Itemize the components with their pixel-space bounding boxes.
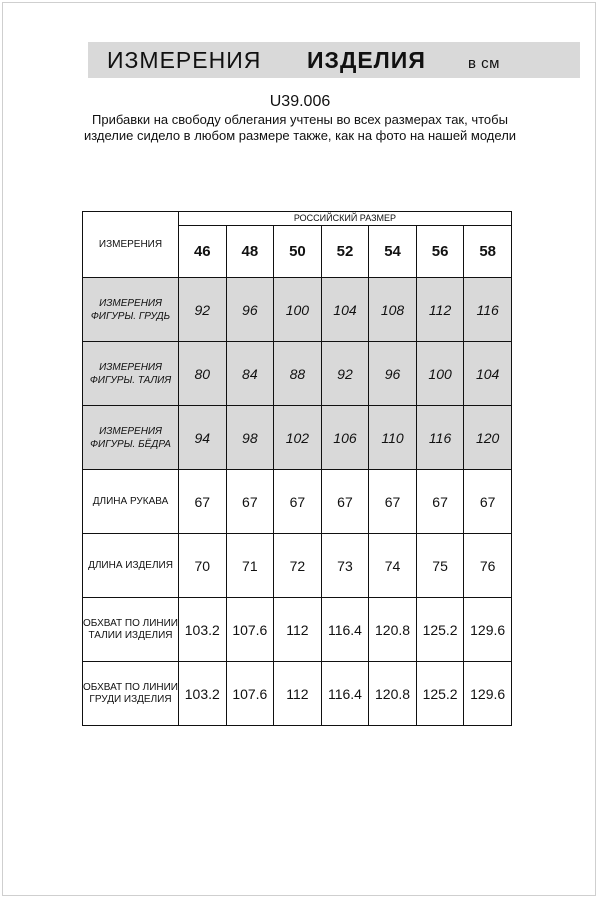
russian-size-header: РОССИЙСКИЙ РАЗМЕР: [179, 212, 512, 226]
value-cell: 96: [369, 342, 417, 406]
table-row: [83, 534, 512, 598]
value-cell: 107.6: [226, 662, 274, 726]
size-header-cell: 52: [321, 226, 369, 278]
value-cell: 103.2: [179, 598, 227, 662]
value-cell: 67: [274, 470, 322, 534]
value-cell: 108: [369, 278, 417, 342]
size-header-cell: 58: [464, 226, 512, 278]
value-cell: 67: [226, 470, 274, 534]
table-row: [83, 278, 512, 342]
value-cell: 107.6: [226, 598, 274, 662]
row-label: ДЛИНА РУКАВА: [83, 470, 179, 534]
value-cell: 106: [321, 406, 369, 470]
value-cell: 116: [416, 406, 464, 470]
title-units: в см: [468, 55, 500, 72]
value-cell: 84: [226, 342, 274, 406]
value-cell: 76: [464, 534, 512, 598]
table-row: [83, 598, 512, 662]
value-cell: 80: [179, 342, 227, 406]
value-cell: 125.2: [416, 598, 464, 662]
table-row: [83, 342, 512, 406]
value-cell: 94: [179, 406, 227, 470]
value-cell: 88: [274, 342, 322, 406]
value-cell: 116.4: [321, 662, 369, 726]
value-cell: 92: [321, 342, 369, 406]
value-cell: 100: [274, 278, 322, 342]
row-label: ИЗМЕРЕНИЯ ФИГУРЫ. БЁДРА: [83, 406, 179, 470]
value-cell: 72: [274, 534, 322, 598]
value-cell: 103.2: [179, 662, 227, 726]
fit-note: Прибавки на свободу облегания учтены во всех размерах так, чтобы изделие сидело в любом размере также, как на фото на нашей модели: [83, 112, 517, 143]
value-cell: 104: [464, 342, 512, 406]
row-label: ОБХВАТ ПО ЛИНИИ ТАЛИИ ИЗДЕЛИЯ: [83, 598, 179, 662]
value-cell: 129.6: [464, 662, 512, 726]
title-measurements: ИЗМЕРЕНИЯ: [107, 47, 262, 73]
value-cell: 74: [369, 534, 417, 598]
value-cell: 67: [179, 470, 227, 534]
value-cell: 104: [321, 278, 369, 342]
value-cell: 110: [369, 406, 417, 470]
table-row: [83, 662, 512, 726]
size-header-cell: 46: [179, 226, 227, 278]
row-label: ИЗМЕРЕНИЯ ФИГУРЫ. ГРУДЬ: [83, 278, 179, 342]
value-cell: 92: [179, 278, 227, 342]
value-cell: 125.2: [416, 662, 464, 726]
value-cell: 67: [416, 470, 464, 534]
title-product: ИЗДЕЛИЯ: [307, 47, 426, 73]
size-table: [82, 211, 512, 726]
row-label: ДЛИНА ИЗДЕЛИЯ: [83, 534, 179, 598]
value-cell: 67: [321, 470, 369, 534]
value-cell: 73: [321, 534, 369, 598]
value-cell: 116: [464, 278, 512, 342]
value-cell: 112: [274, 598, 322, 662]
value-cell: 98: [226, 406, 274, 470]
value-cell: 67: [369, 470, 417, 534]
value-cell: 120.8: [369, 662, 417, 726]
value-cell: 120.8: [369, 598, 417, 662]
row-label: ОБХВАТ ПО ЛИНИИ ГРУДИ ИЗДЕЛИЯ: [83, 662, 179, 726]
size-header-cell: 56: [416, 226, 464, 278]
row-label: ИЗМЕРЕНИЯ ФИГУРЫ. ТАЛИЯ: [83, 342, 179, 406]
value-cell: 75: [416, 534, 464, 598]
size-header-cell: 48: [226, 226, 274, 278]
value-cell: 96: [226, 278, 274, 342]
value-cell: 71: [226, 534, 274, 598]
size-header-cell: 50: [274, 226, 322, 278]
size-header-cell: 54: [369, 226, 417, 278]
value-cell: 102: [274, 406, 322, 470]
table-row: [83, 406, 512, 470]
value-cell: 100: [416, 342, 464, 406]
value-cell: 116.4: [321, 598, 369, 662]
value-cell: 129.6: [464, 598, 512, 662]
value-cell: 120: [464, 406, 512, 470]
product-code: U39.006: [269, 93, 331, 110]
value-cell: 112: [274, 662, 322, 726]
value-cell: 67: [464, 470, 512, 534]
table-row: [83, 470, 512, 534]
value-cell: 112: [416, 278, 464, 342]
value-cell: 70: [179, 534, 227, 598]
measurements-header: ИЗМЕРЕНИЯ: [83, 212, 179, 278]
